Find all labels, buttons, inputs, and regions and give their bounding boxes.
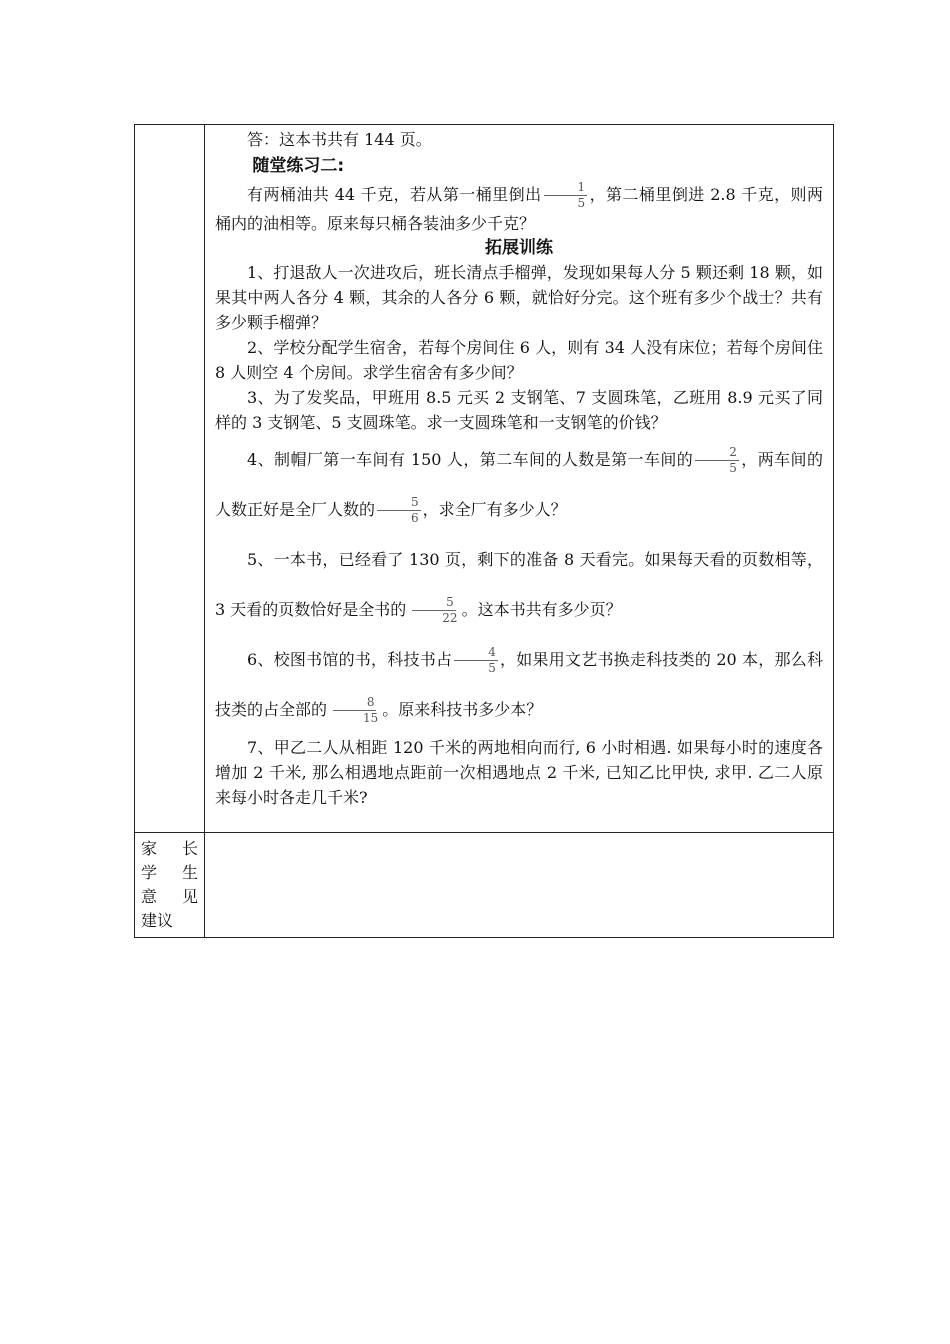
parent-label-cell: 家 长 学 生 意 见 建议 xyxy=(135,833,205,937)
fraction: $\frac{1}{5}$ xyxy=(544,180,588,211)
extension-q4: 4、制帽厂第一车间有 150 人，第二车间的人数是第一车间的 $\frac{2}{5}$ ，两车间的人数正好是全厂人数的 $\frac{5}{6}$ ，求全厂有多少人？ xyxy=(215,445,823,525)
content-row xyxy=(135,125,833,833)
fraction: $\frac{2}{5}$ xyxy=(695,445,739,476)
extension-q2: 2、学校分配学生宿舍，若每个房间住 6 人，则有 34 人没有床位；若每个房间住 8 人则空 4 个房间。求学生宿舍有多少间？ xyxy=(215,338,823,382)
extension-title: 拓展训练 xyxy=(485,238,553,258)
practice-two-title: 随堂练习二: xyxy=(252,156,345,176)
fraction: $\frac{4}{5}$ xyxy=(454,645,498,676)
answer-line: 答：这本书共有 144 页。 xyxy=(247,130,432,149)
practice-two-question: 有两桶油共 44 千克，若从第一桶里倒出 $\frac{1}{5}$ ，第二桶里倒进 2.8 千克，则两桶内的油相等。原来每只桶各装油多少千克？ xyxy=(215,180,823,233)
content-cell xyxy=(205,125,833,832)
fraction: $\frac{5}{6}$ xyxy=(377,495,421,526)
fraction: $\frac{8}{15}$ xyxy=(329,695,380,726)
extension-q5: 5、一本书，已经看了 130 页，剩下的准备 8 天看完。如果每天看的页数相等，3 天看的页数恰好是全书的 $\frac{5}{22}$ 。这本书共有多少页？ xyxy=(215,550,823,625)
parent-row xyxy=(135,833,833,937)
worksheet-table xyxy=(134,124,834,938)
extension-q1: 1、打退敌人一次进攻后，班长清点手榴弹，发现如果每人分 5 颗还剩 18 颗，如果其中两人各分 4 颗，其余的人各分 6 颗，就恰好分完。这个班有多少个战士？共有多少颗手榴弹？ xyxy=(215,263,823,332)
extension-q7: 7、甲乙二人从相距 120 千米的两地相向而行, 6 小时相遇. 如果每小时的速度各增加 2 千米, 那么相遇地点距前一次相遇地点 2 千米, 已知乙比甲快, 求甲. 乙二人原来每小时各走几千米? xyxy=(215,738,823,807)
parent-input-cell[interactable] xyxy=(205,833,833,931)
left-cell xyxy=(135,125,205,832)
extension-q6: 6、校图书馆的书，科技书占 $\frac{4}{5}$ ，如果用文艺书换走科技类的 20 本，那么科技类的占全部的 $\frac{8}{15}$ 。原来科技书多少本？ xyxy=(215,645,823,725)
fraction: $\frac{5}{22}$ xyxy=(408,595,459,626)
extension-q3: 3、为了发奖品，甲班用 8.5 元买 2 支钢笔、7 支圆珠笔，乙班用 8.9 元买了同样的 3 支钢笔、5 支圆珠笔。求一支圆珠笔和一支钢笔的价钱？ xyxy=(215,388,823,432)
